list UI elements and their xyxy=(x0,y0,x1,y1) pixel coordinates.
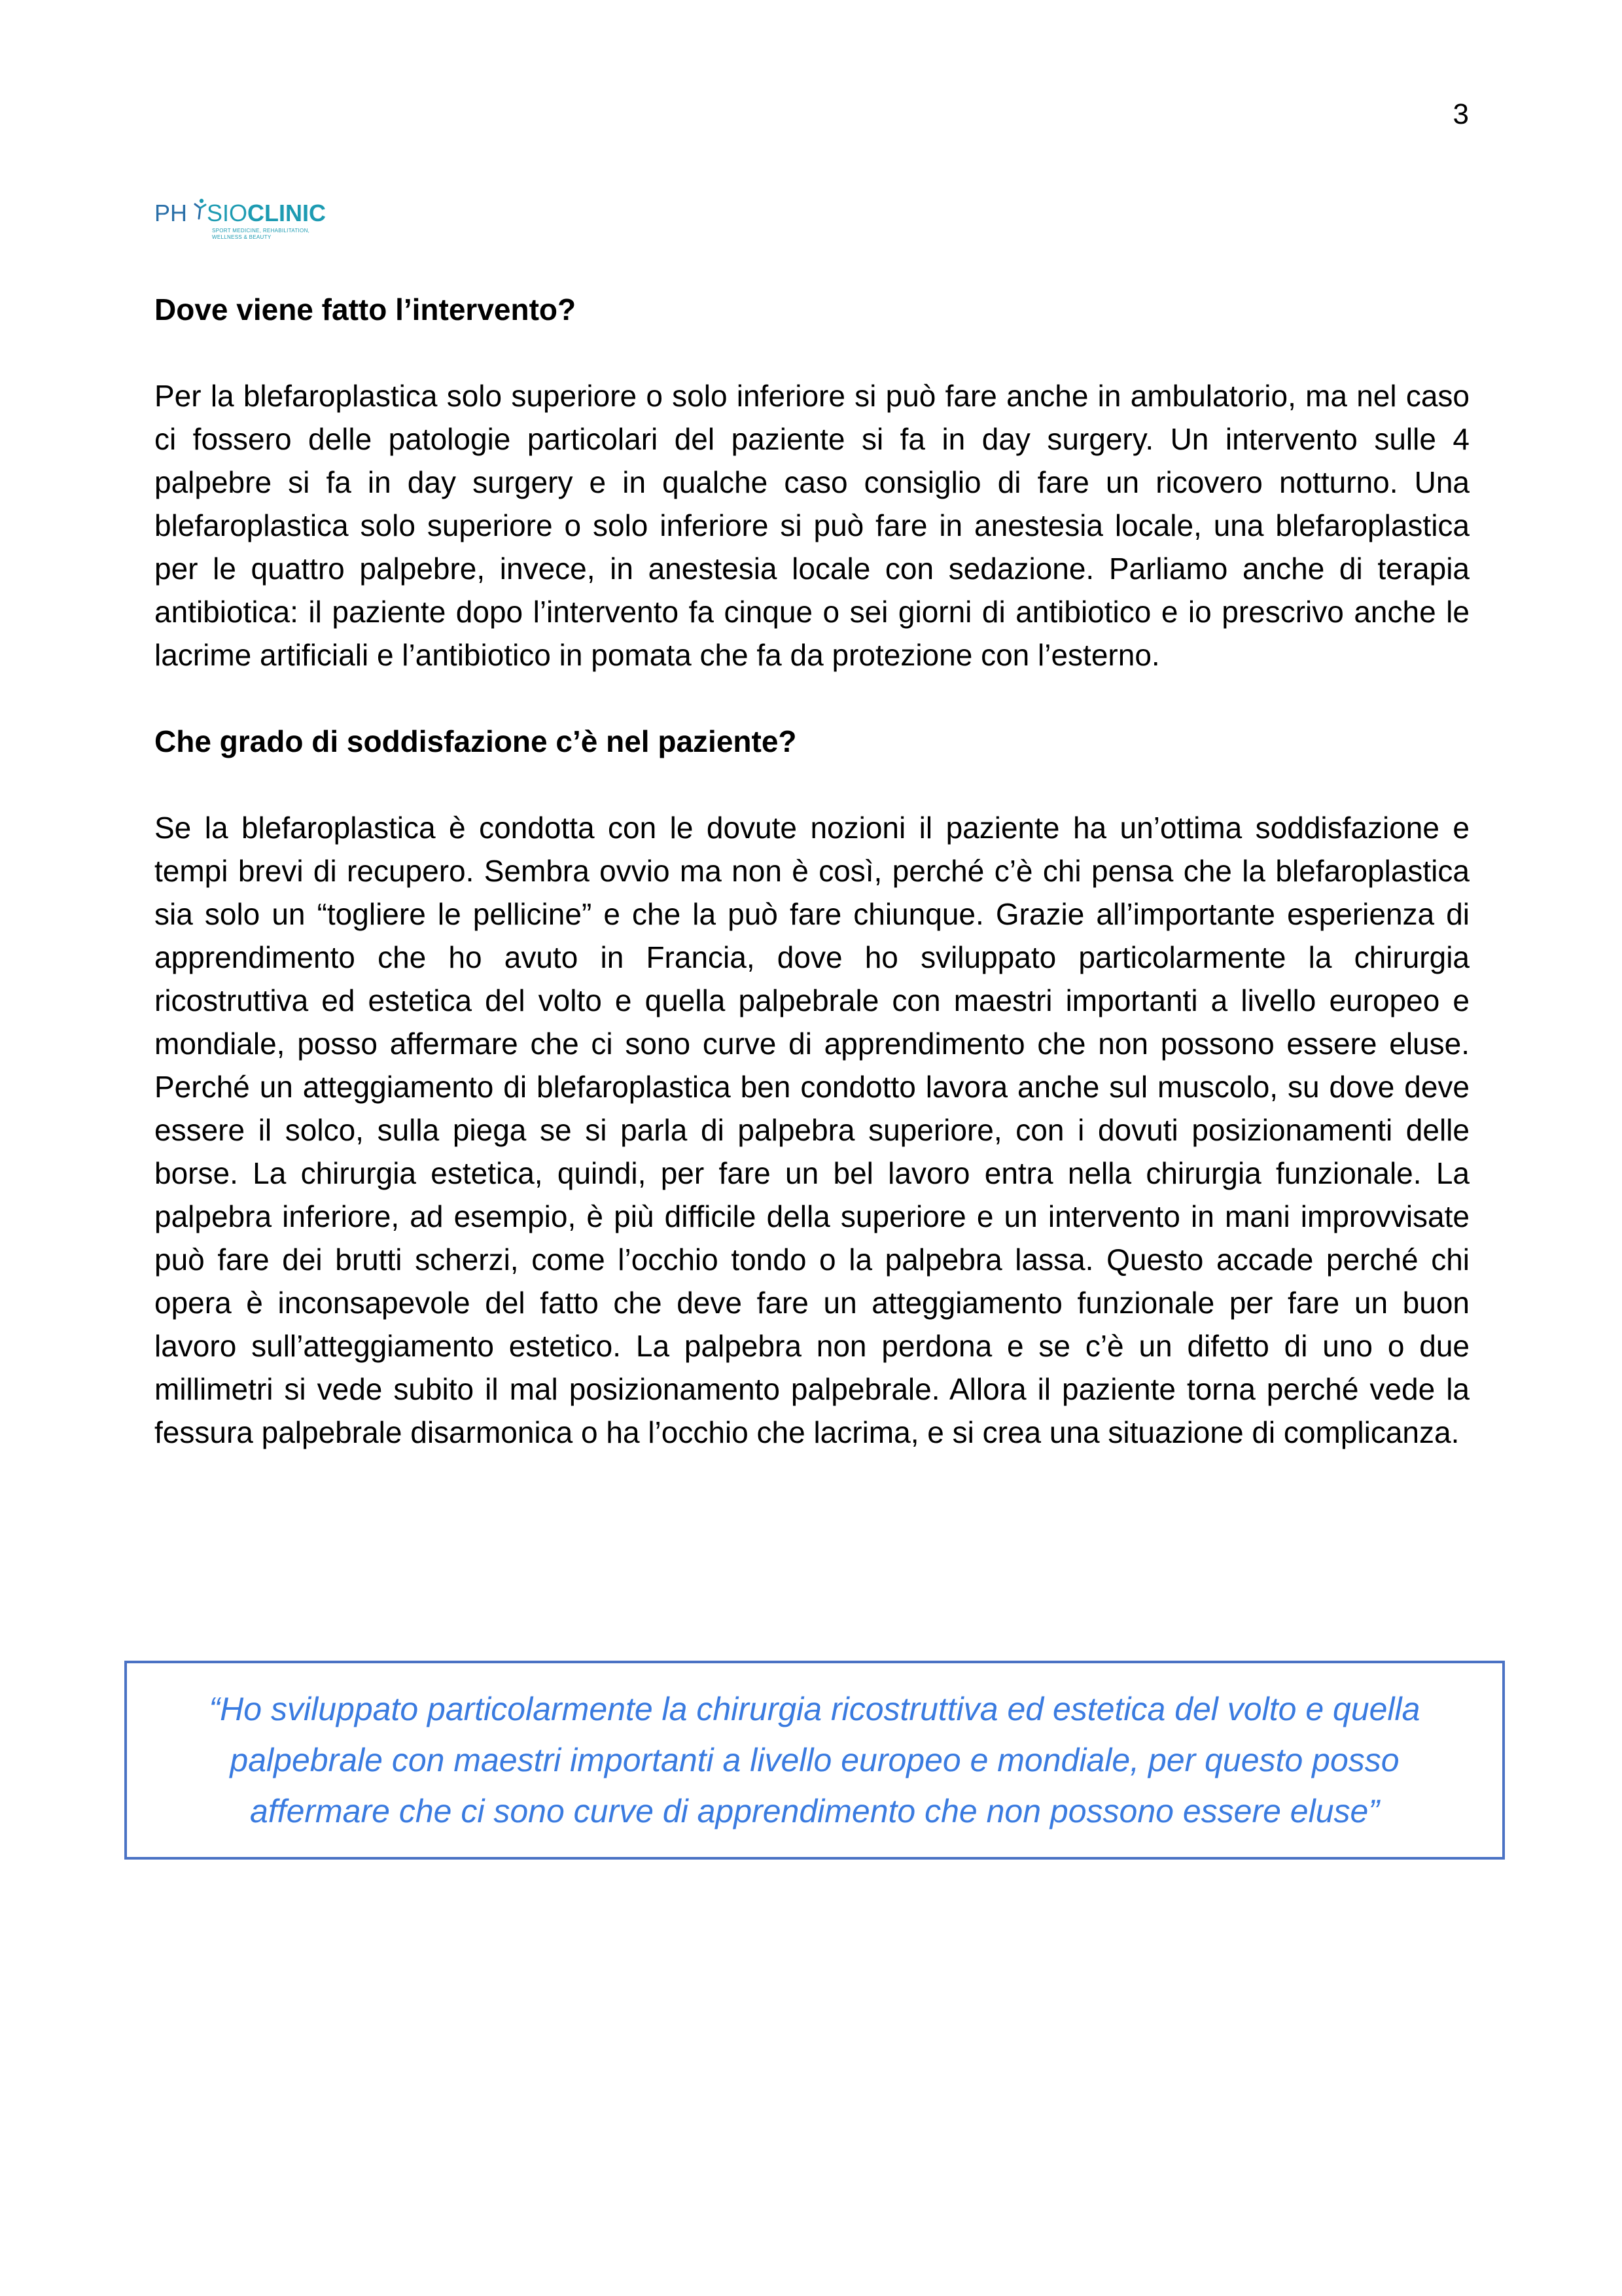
article-body xyxy=(154,288,1470,1454)
pull-quote-text: “Ho sviluppato particolarmente la chirurgia ricostruttiva ed estetica del volto e quella palpebrale con maestri importanti a livello europeo e mondiale, per questo posso affermare che ci sono curve di apprendimento che non possono essere eluse” xyxy=(209,1691,1420,1829)
page-number: 3 xyxy=(1453,98,1469,130)
figure-icon xyxy=(192,198,208,220)
section-paragraph-intervento: Per la blefaroplastica solo superiore o solo inferiore si può fare anche in ambulatorio, ma nel caso ci fossero delle patologie particolari del paziente si fa in day surgery. Un intervento sulle 4 palpebre si fa in day surgery e in qualche caso consiglio di fare un ricovero notturno. Una blefaroplastica solo superiore o solo inferiore si può fare in anestesia locale, una blefaroplastica per le quattro palpebre, invece, in anestesia locale con sedazione. Parliamo anche di terapia antibiotica: il paziente dopo l’intervento fa cinque o sei giorni di antibiotico e io prescrivo anche le lacrime artificiali e l’antibiotico in pomata che fa da protezione con l’esterno. xyxy=(154,379,1470,672)
logo-tagline: SPORT MEDICINE, REHABILITATION, WELLNESS & BEAUTY xyxy=(212,228,310,240)
pull-quote-box xyxy=(124,1661,1505,1860)
physioclinic-logo xyxy=(154,196,325,249)
section-heading-intervento: Dove viene fatto l’intervento? xyxy=(154,292,576,327)
logo-wordmark xyxy=(154,196,326,230)
logo-ph: PH xyxy=(154,200,188,226)
logo-clinic: CLINIC xyxy=(247,200,326,226)
logo-sio: SIO xyxy=(207,200,248,226)
section-paragraph-soddisfazione: Se la blefaroplastica è condotta con le dovute nozioni il paziente ha un’ottima soddisfazione e tempi brevi di recupero. Sembra ovvio ma non è così, perché c’è chi pensa che la blefaroplastica sia solo un “togliere le pellicine” e che la può fare chiunque. Grazie all’importante esperienza di apprendimento che ho avuto in Francia, dove ho sviluppato particolarmente la chirurgia ricostruttiva ed estetica del volto e quella palpebrale con maestri importanti a livello europeo e mondiale, posso affermare che ci sono curve di apprendimento che non possono essere eluse. Perché un atteggiamento di blefaroplastica ben condotto lavora anche sul muscolo, su dove deve essere il solco, sulla piega se si parla di palpebra superiore, con i dovuti posizionamenti delle borse. La chirurgia estetica, quindi, per fare un bel lavoro entra nella chirurgia funzionale. La palpebra inferiore, ad esempio, è più difficile della superiore e un intervento in mani improvvisate può fare dei brutti scherzi, come l’occhio tondo o la palpebra lassa. Questo accade perché chi opera è inconsapevole del fatto che deve fare un atteggiamento funzionale per fare un buon lavoro sull’atteggiamento estetico. La palpebra non perdona e se c’è un difetto di uno o due millimetri si vede subito il mal posizionamento palpebrale. Allora il paziente torna perché vede la fessura palpebrale disarmonica o ha l’occhio che lacrima, e si crea una situazione di complicanza. xyxy=(154,811,1470,1449)
section-heading-soddisfazione: Che grado di soddisfazione c’è nel paziente? xyxy=(154,724,797,758)
